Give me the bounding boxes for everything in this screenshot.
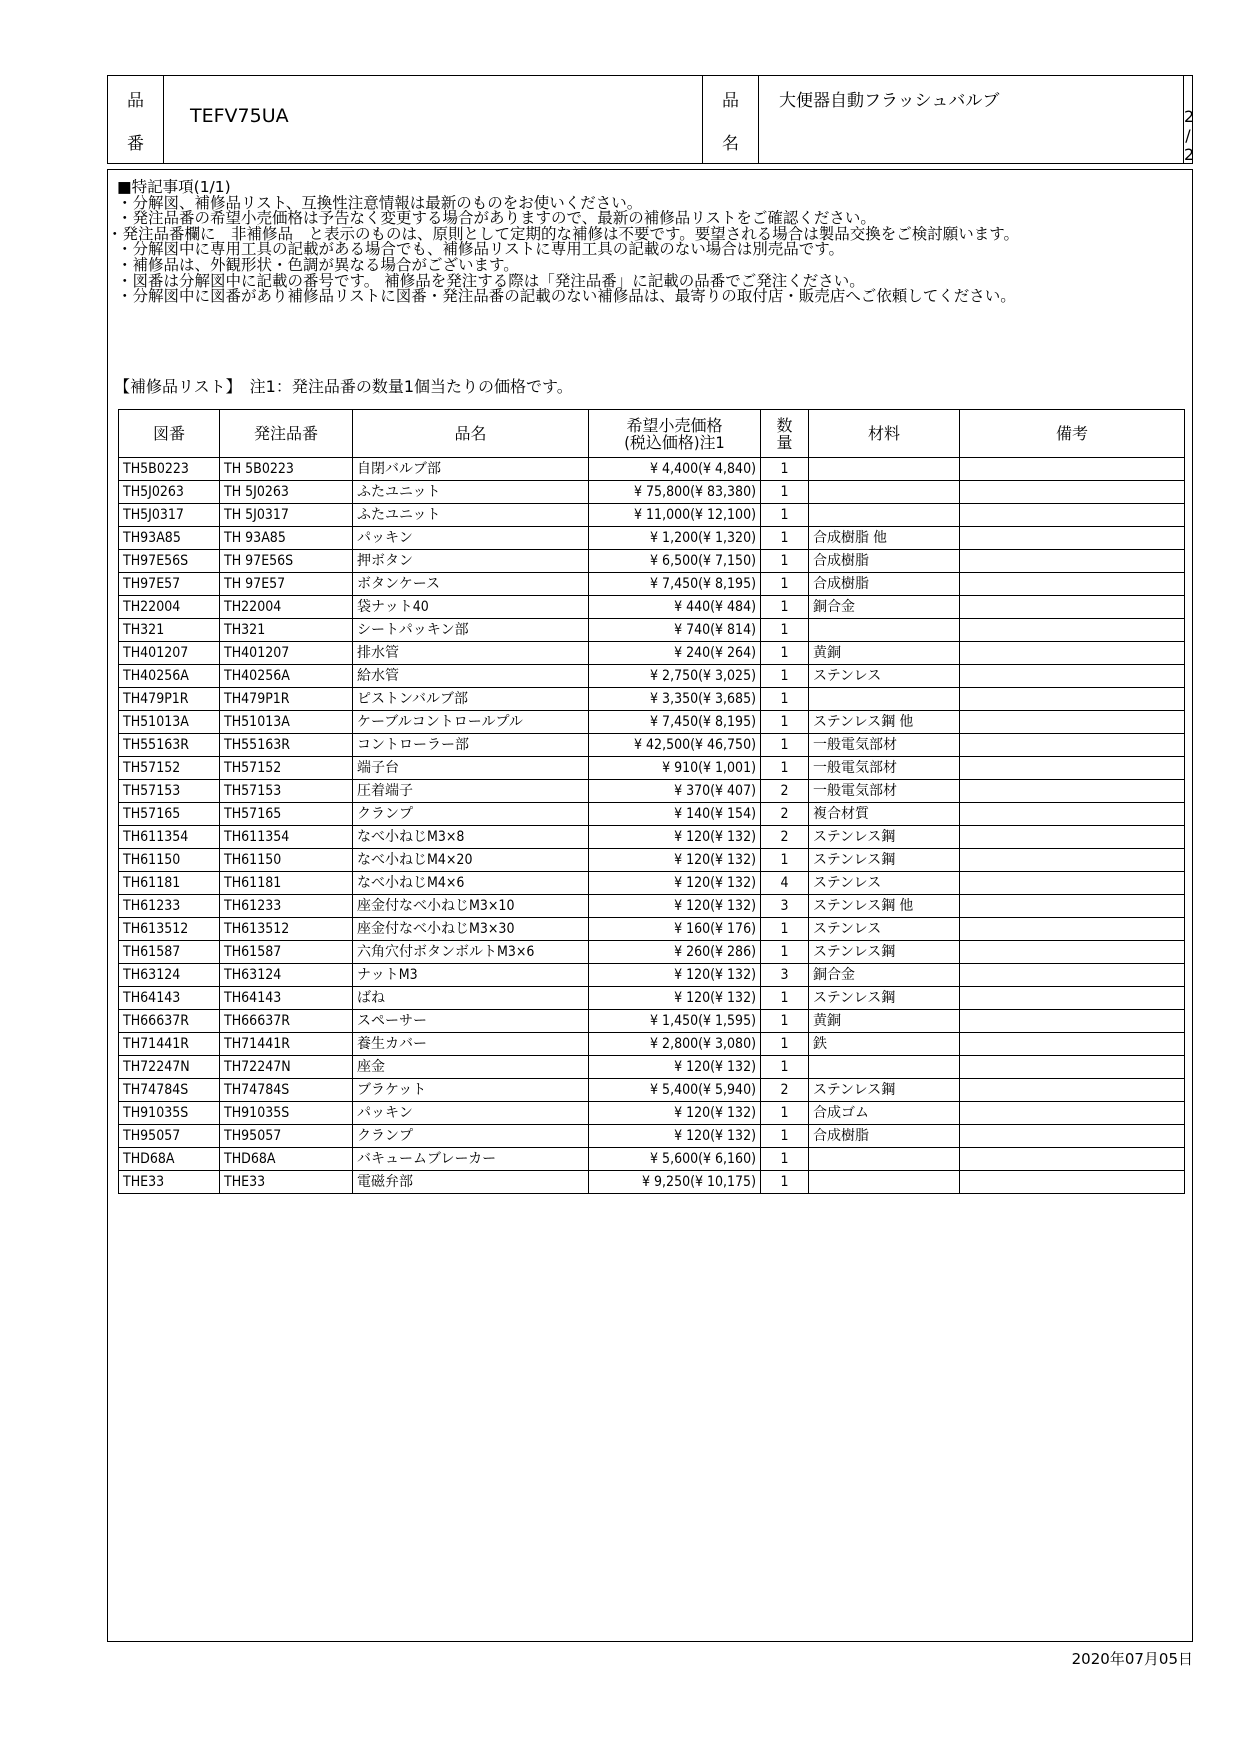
notes-title: ■特記事項(1/1) (117, 178, 231, 196)
fig-no-cell: TH74784S (119, 1079, 220, 1102)
table-row (119, 1171, 1185, 1194)
header-fig-no: 図番 (119, 410, 220, 458)
qty-cell: 1 (761, 550, 809, 573)
order-no-cell: TH 93A85 (220, 527, 353, 550)
table-row (119, 1079, 1185, 1102)
price-cell: ¥ 260(¥ 286) (589, 941, 761, 964)
price-cell: ¥ 4,400(¥ 4,840) (589, 458, 761, 481)
price-cell: ¥ 440(¥ 484) (589, 596, 761, 619)
order-no-cell: TH55163R (220, 734, 353, 757)
table-row (119, 1033, 1185, 1056)
order-no-cell: TH51013A (220, 711, 353, 734)
fig-no-cell: THD68A (119, 1148, 220, 1171)
part-name-cell: ふたユニット (353, 504, 589, 527)
part-name-cell: 排水管 (353, 642, 589, 665)
material-cell: 合成樹脂 他 (809, 527, 960, 550)
table-row (119, 849, 1185, 872)
order-no-cell: TH57165 (220, 803, 353, 826)
order-no-cell: TH 97E56S (220, 550, 353, 573)
part-name-cell: なべ小ねじM3×8 (353, 826, 589, 849)
material-cell: ステンレス鋼 (809, 987, 960, 1010)
parts-list-title: 【補修品リスト】 注1：発注品番の数量1個当たりの価格です。 (114, 377, 573, 396)
order-no-cell: TH74784S (220, 1079, 353, 1102)
part-name-cell: なべ小ねじM4×6 (353, 872, 589, 895)
price-cell: ¥ 75,800(¥ 83,380) (589, 481, 761, 504)
table-row (119, 550, 1185, 573)
qty-cell: 1 (761, 619, 809, 642)
fig-no-cell: TH61233 (119, 895, 220, 918)
remarks-cell (960, 573, 1185, 596)
remarks-cell (960, 987, 1185, 1010)
price-cell: ¥ 1,200(¥ 1,320) (589, 527, 761, 550)
price-cell: ¥ 120(¥ 132) (589, 872, 761, 895)
fig-no-cell: TH401207 (119, 642, 220, 665)
order-no-cell: TH72247N (220, 1056, 353, 1079)
remarks-cell (960, 1102, 1185, 1125)
price-cell: ¥ 5,400(¥ 5,940) (589, 1079, 761, 1102)
fig-no-cell: TH71441R (119, 1033, 220, 1056)
part-name-cell: クランプ (353, 1125, 589, 1148)
order-no-cell: TH61233 (220, 895, 353, 918)
qty-cell: 1 (761, 711, 809, 734)
qty-cell: 1 (761, 596, 809, 619)
table-row (119, 596, 1185, 619)
part-name-cell: 六角穴付ボタンボルトM3×6 (353, 941, 589, 964)
material-cell: 一般電気部材 (809, 757, 960, 780)
fig-no-cell: TH611354 (119, 826, 220, 849)
price-cell: ¥ 120(¥ 132) (589, 964, 761, 987)
product-number-cell (164, 76, 703, 163)
remarks-cell (960, 826, 1185, 849)
fig-no-cell: TH321 (119, 619, 220, 642)
product-name-cell (759, 76, 1184, 163)
remarks-cell (960, 780, 1185, 803)
header-order-no: 発注品番 (220, 410, 353, 458)
remarks-cell (960, 1148, 1185, 1171)
price-cell: ¥ 7,450(¥ 8,195) (589, 711, 761, 734)
part-name-cell: パッキン (353, 527, 589, 550)
qty-cell: 1 (761, 642, 809, 665)
qty-cell: 1 (761, 734, 809, 757)
part-name-cell: ボタンケース (353, 573, 589, 596)
note-item-1: ・分解図、補修品リスト、互換性注意情報は最新のものをお使いください。 (117, 193, 643, 212)
order-no-cell: TH61587 (220, 941, 353, 964)
fig-no-cell: TH57152 (119, 757, 220, 780)
order-no-cell: TH 5J0263 (220, 481, 353, 504)
table-row (119, 458, 1185, 481)
qty-cell: 1 (761, 849, 809, 872)
table-row (119, 1056, 1185, 1079)
product-number-label-1: 品 (127, 91, 144, 111)
order-no-cell: THD68A (220, 1148, 353, 1171)
qty-cell: 1 (761, 1010, 809, 1033)
remarks-cell (960, 1171, 1185, 1194)
product-name-label-cell (703, 76, 759, 163)
order-no-cell: TH95057 (220, 1125, 353, 1148)
table-row (119, 987, 1185, 1010)
order-no-cell: TH 97E57 (220, 573, 353, 596)
order-no-cell: TH61181 (220, 872, 353, 895)
material-cell: ステンレス (809, 918, 960, 941)
material-cell: 銅合金 (809, 596, 960, 619)
header-qty: 数 量 (761, 410, 809, 458)
fig-no-cell: TH93A85 (119, 527, 220, 550)
remarks-cell (960, 688, 1185, 711)
remarks-cell (960, 1033, 1185, 1056)
material-cell: 複合材質 (809, 803, 960, 826)
order-no-cell: TH61150 (220, 849, 353, 872)
qty-cell: 3 (761, 895, 809, 918)
page-cell (1184, 76, 1195, 164)
price-cell: ¥ 3,350(¥ 3,685) (589, 688, 761, 711)
fig-no-cell: TH40256A (119, 665, 220, 688)
header-material: 材料 (809, 410, 960, 458)
table-row (119, 619, 1185, 642)
remarks-cell (960, 1056, 1185, 1079)
material-cell: ステンレス鋼 (809, 826, 960, 849)
product-number-label-2: 番 (127, 134, 144, 154)
table-row (119, 757, 1185, 780)
remarks-cell (960, 665, 1185, 688)
order-no-cell: TH 5B0223 (220, 458, 353, 481)
table-row (119, 918, 1185, 941)
part-name-cell: シートパッキン部 (353, 619, 589, 642)
part-name-cell: ケーブルコントロールプル (353, 711, 589, 734)
part-name-cell: 養生カバー (353, 1033, 589, 1056)
order-no-cell: TH91035S (220, 1102, 353, 1125)
product-number-label-cell (108, 76, 164, 163)
remarks-cell (960, 711, 1185, 734)
material-cell: 黄銅 (809, 642, 960, 665)
part-name-cell: パッキン (353, 1102, 589, 1125)
remarks-cell (960, 1125, 1185, 1148)
order-no-cell: TH479P1R (220, 688, 353, 711)
table-row (119, 688, 1185, 711)
material-cell: ステンレス鋼 (809, 1079, 960, 1102)
part-name-cell: なべ小ねじM4×20 (353, 849, 589, 872)
qty-cell: 1 (761, 1171, 809, 1194)
qty-cell: 1 (761, 504, 809, 527)
header-name: 品名 (353, 410, 589, 458)
fig-no-cell: TH64143 (119, 987, 220, 1010)
price-cell: ¥ 140(¥ 154) (589, 803, 761, 826)
order-no-cell: TH57152 (220, 757, 353, 780)
fig-no-cell: TH55163R (119, 734, 220, 757)
page-number: 2 / 2 (1184, 107, 1195, 164)
price-cell: ¥ 120(¥ 132) (589, 1102, 761, 1125)
part-name-cell: 自閉バルブ部 (353, 458, 589, 481)
material-cell: ステンレス (809, 872, 960, 895)
fig-no-cell: TH95057 (119, 1125, 220, 1148)
table-row (119, 481, 1185, 504)
price-cell: ¥ 370(¥ 407) (589, 780, 761, 803)
order-no-cell: TH611354 (220, 826, 353, 849)
remarks-cell (960, 481, 1185, 504)
qty-cell: 1 (761, 987, 809, 1010)
issue-date: 2020年07月05日 (1071, 1650, 1193, 1668)
note-item-7: ・分解図中に図番があり補修品リストに図番・発注品番の記載のない補修品は、最寄りの取付店・販売店へご依頼してください。 (117, 287, 1016, 306)
parts-table-body (119, 458, 1185, 1194)
table-row (119, 711, 1185, 734)
order-no-cell: TH71441R (220, 1033, 353, 1056)
remarks-cell (960, 872, 1185, 895)
qty-cell: 1 (761, 941, 809, 964)
table-row (119, 895, 1185, 918)
price-cell: ¥ 240(¥ 264) (589, 642, 761, 665)
price-cell: ¥ 160(¥ 176) (589, 918, 761, 941)
price-cell: ¥ 120(¥ 132) (589, 849, 761, 872)
remarks-cell (960, 757, 1185, 780)
material-cell: 黄銅 (809, 1010, 960, 1033)
qty-cell: 1 (761, 1056, 809, 1079)
header-price: 希望小売価格 (税込価格)注1 (589, 410, 761, 458)
qty-cell: 1 (761, 1148, 809, 1171)
part-name-cell: 座金 (353, 1056, 589, 1079)
price-cell: ¥ 120(¥ 132) (589, 987, 761, 1010)
price-cell: ¥ 1,450(¥ 1,595) (589, 1010, 761, 1033)
qty-cell: 1 (761, 1033, 809, 1056)
table-row (119, 780, 1185, 803)
material-cell (809, 1171, 960, 1194)
table-row (119, 1125, 1185, 1148)
remarks-cell (960, 619, 1185, 642)
qty-cell: 2 (761, 826, 809, 849)
part-name-cell: 圧着端子 (353, 780, 589, 803)
fig-no-cell: TH5J0317 (119, 504, 220, 527)
fig-no-cell: TH61587 (119, 941, 220, 964)
remarks-cell (960, 458, 1185, 481)
order-no-cell: TH 5J0317 (220, 504, 353, 527)
qty-cell: 1 (761, 918, 809, 941)
part-name-cell: 端子台 (353, 757, 589, 780)
fig-no-cell: TH5J0263 (119, 481, 220, 504)
fig-no-cell: TH63124 (119, 964, 220, 987)
remarks-cell (960, 895, 1185, 918)
special-notes (107, 178, 1187, 306)
table-row (119, 964, 1185, 987)
fig-no-cell: TH91035S (119, 1102, 220, 1125)
table-row (119, 734, 1185, 757)
fig-no-cell: TH22004 (119, 596, 220, 619)
part-name-cell: 座金付なべ小ねじM3×10 (353, 895, 589, 918)
price-cell: ¥ 42,500(¥ 46,750) (589, 734, 761, 757)
price-cell: ¥ 5,600(¥ 6,160) (589, 1148, 761, 1171)
fig-no-cell: TH61181 (119, 872, 220, 895)
table-row (119, 1010, 1185, 1033)
part-name-cell: クランプ (353, 803, 589, 826)
remarks-cell (960, 1079, 1185, 1102)
remarks-cell (960, 918, 1185, 941)
order-no-cell: TH66637R (220, 1010, 353, 1033)
part-name-cell: 電磁弁部 (353, 1171, 589, 1194)
part-name-cell: ふたユニット (353, 481, 589, 504)
header-remarks: 備考 (960, 410, 1185, 458)
material-cell: ステンレス鋼 (809, 941, 960, 964)
fig-no-cell: TH66637R (119, 1010, 220, 1033)
part-name-cell: ナットM3 (353, 964, 589, 987)
qty-cell: 4 (761, 872, 809, 895)
price-cell: ¥ 120(¥ 132) (589, 1056, 761, 1079)
material-cell (809, 481, 960, 504)
material-cell: 一般電気部材 (809, 734, 960, 757)
remarks-cell (960, 849, 1185, 872)
material-cell (809, 458, 960, 481)
table-row (119, 826, 1185, 849)
table-row (119, 573, 1185, 596)
part-name-cell: ブラケット (353, 1079, 589, 1102)
qty-cell: 1 (761, 665, 809, 688)
note-item-3: ・発注品番欄に 非補修品 と表示のものは、原則として定期的な補修は不要です。要望される場合は製品交換をご検討願います。 (107, 224, 1020, 243)
material-cell: ステンレス鋼 (809, 849, 960, 872)
part-name-cell: ばね (353, 987, 589, 1010)
qty-cell: 2 (761, 1079, 809, 1102)
part-name-cell: 給水管 (353, 665, 589, 688)
price-cell: ¥ 11,000(¥ 12,100) (589, 504, 761, 527)
header-box (107, 75, 1193, 164)
price-cell: ¥ 2,750(¥ 3,025) (589, 665, 761, 688)
material-cell (809, 1148, 960, 1171)
material-cell: 合成樹脂 (809, 573, 960, 596)
remarks-cell (960, 734, 1185, 757)
fig-no-cell: TH61150 (119, 849, 220, 872)
remarks-cell (960, 941, 1185, 964)
price-cell: ¥ 6,500(¥ 7,150) (589, 550, 761, 573)
material-cell: ステンレス (809, 665, 960, 688)
product-name-label-2: 名 (722, 134, 739, 154)
order-no-cell: TH22004 (220, 596, 353, 619)
material-cell (809, 504, 960, 527)
qty-cell: 3 (761, 964, 809, 987)
fig-no-cell: TH72247N (119, 1056, 220, 1079)
note-item-2: ・発注品番の希望小売価格は予告なく変更する場合がありますので、最新の補修品リストをご確認ください。 (117, 209, 876, 228)
price-cell: ¥ 7,450(¥ 8,195) (589, 573, 761, 596)
parts-table (118, 409, 1185, 1194)
order-no-cell: TH613512 (220, 918, 353, 941)
qty-cell: 2 (761, 803, 809, 826)
table-row (119, 504, 1185, 527)
qty-cell: 1 (761, 1125, 809, 1148)
material-cell (809, 1056, 960, 1079)
part-name-cell: スペーサー (353, 1010, 589, 1033)
product-name: 大便器自動フラッシュバルブ (779, 91, 1000, 111)
note-item-5: ・補修品は、外観形状・色調が異なる場合がございます。 (117, 255, 519, 274)
product-number: TEFV75UA (190, 105, 289, 127)
remarks-cell (960, 527, 1185, 550)
fig-no-cell: THE33 (119, 1171, 220, 1194)
table-row (119, 642, 1185, 665)
order-no-cell: TH321 (220, 619, 353, 642)
order-no-cell: TH57153 (220, 780, 353, 803)
part-name-cell: 座金付なべ小ねじM3×30 (353, 918, 589, 941)
price-cell: ¥ 740(¥ 814) (589, 619, 761, 642)
remarks-cell (960, 803, 1185, 826)
price-cell: ¥ 910(¥ 1,001) (589, 757, 761, 780)
remarks-cell (960, 1010, 1185, 1033)
remarks-cell (960, 642, 1185, 665)
price-cell: ¥ 120(¥ 132) (589, 895, 761, 918)
price-cell: ¥ 9,250(¥ 10,175) (589, 1171, 761, 1194)
fig-no-cell: TH479P1R (119, 688, 220, 711)
table-row (119, 803, 1185, 826)
material-cell: 銅合金 (809, 964, 960, 987)
product-name-label-1: 品 (722, 91, 739, 111)
fig-no-cell: TH97E57 (119, 573, 220, 596)
qty-cell: 1 (761, 481, 809, 504)
fig-no-cell: TH97E56S (119, 550, 220, 573)
note-item-6: ・図番は分解図中に記載の番号です。 補修品を発注する際は「発注品番」に記載の品番でご発注ください。 (117, 271, 865, 290)
table-row (119, 1102, 1185, 1125)
table-row (119, 872, 1185, 895)
material-cell: 鉄 (809, 1033, 960, 1056)
fig-no-cell: TH5B0223 (119, 458, 220, 481)
part-name-cell: 押ボタン (353, 550, 589, 573)
part-name-cell: コントローラー部 (353, 734, 589, 757)
table-row (119, 665, 1185, 688)
qty-cell: 1 (761, 527, 809, 550)
material-cell (809, 619, 960, 642)
material-cell: 合成樹脂 (809, 550, 960, 573)
fig-no-cell: TH57165 (119, 803, 220, 826)
qty-cell: 1 (761, 688, 809, 711)
material-cell: ステンレス鋼 他 (809, 711, 960, 734)
fig-no-cell: TH57153 (119, 780, 220, 803)
qty-cell: 1 (761, 757, 809, 780)
note-item-4: ・分解図中に専用工具の記載がある場合でも、補修品リストに専用工具の記載のない場合は別売品です。 (117, 240, 844, 259)
remarks-cell (960, 964, 1185, 987)
material-cell: 合成ゴム (809, 1102, 960, 1125)
price-cell: ¥ 120(¥ 132) (589, 1125, 761, 1148)
qty-cell: 1 (761, 573, 809, 596)
part-name-cell: 袋ナット40 (353, 596, 589, 619)
table-header-row (119, 410, 1185, 458)
qty-cell: 1 (761, 458, 809, 481)
material-cell: 一般電気部材 (809, 780, 960, 803)
part-name-cell: ピストンバルブ部 (353, 688, 589, 711)
fig-no-cell: TH51013A (119, 711, 220, 734)
table-row (119, 941, 1185, 964)
remarks-cell (960, 550, 1185, 573)
price-cell: ¥ 120(¥ 132) (589, 826, 761, 849)
order-no-cell: TH40256A (220, 665, 353, 688)
table-row (119, 1148, 1185, 1171)
material-cell: 合成樹脂 (809, 1125, 960, 1148)
material-cell: ステンレス鋼 他 (809, 895, 960, 918)
order-no-cell: TH401207 (220, 642, 353, 665)
part-name-cell: バキュームブレーカー (353, 1148, 589, 1171)
price-cell: ¥ 2,800(¥ 3,080) (589, 1033, 761, 1056)
order-no-cell: TH64143 (220, 987, 353, 1010)
order-no-cell: TH63124 (220, 964, 353, 987)
fig-no-cell: TH613512 (119, 918, 220, 941)
table-row (119, 527, 1185, 550)
qty-cell: 2 (761, 780, 809, 803)
order-no-cell: THE33 (220, 1171, 353, 1194)
remarks-cell (960, 504, 1185, 527)
qty-cell: 1 (761, 1102, 809, 1125)
remarks-cell (960, 596, 1185, 619)
material-cell (809, 688, 960, 711)
